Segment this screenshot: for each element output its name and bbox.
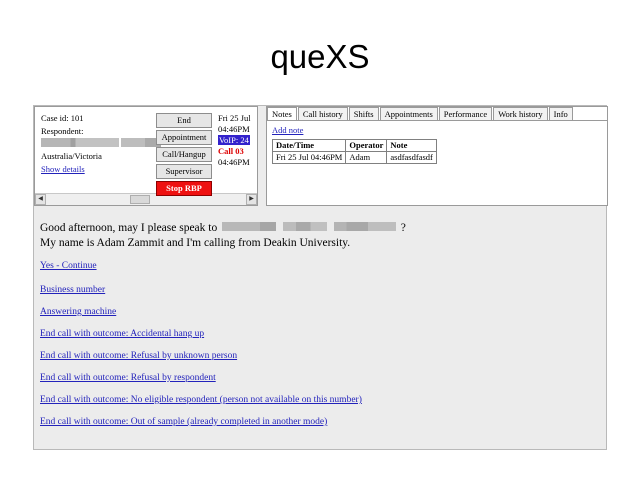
- end-button[interactable]: End: [156, 113, 212, 128]
- redacted-name-3: [334, 222, 396, 231]
- call-control-buttons: [156, 113, 212, 198]
- call-status-column: [218, 113, 262, 168]
- script-line-1-prefix: Good afternoon, may I please speak to: [40, 222, 218, 234]
- voip-status-badge: VoIP: 24: [219, 135, 249, 145]
- option-accidental-hangup[interactable]: End call with outcome: Accidental hang up: [40, 329, 205, 339]
- response-options: [40, 261, 580, 439]
- status-time: 04:46PM: [218, 124, 250, 134]
- table-header-row: [273, 140, 437, 152]
- script-line-1: [40, 221, 600, 236]
- respondent-timezone: Australia/Victoria: [41, 151, 102, 161]
- option-out-of-sample[interactable]: End call with outcome: Out of sample (already completed in another mode): [40, 417, 328, 427]
- scrollbar-thumb[interactable]: [130, 195, 150, 204]
- option-answering-machine[interactable]: Answering machine: [40, 307, 117, 317]
- option-yes-continue[interactable]: Yes - Continue: [40, 261, 97, 271]
- call-hangup-button[interactable]: Call/Hangup: [156, 147, 212, 162]
- status-time-secondary: 04:46PM: [218, 157, 250, 167]
- respondent-name-redacted: [41, 138, 119, 147]
- case-info-horizontal-scrollbar[interactable]: [35, 193, 257, 205]
- respondent-label: Respondent:: [41, 126, 84, 136]
- call-status-badge: Call 03: [218, 146, 244, 156]
- tab-appointments[interactable]: Appointments: [380, 107, 438, 120]
- notes-panel: [266, 106, 608, 206]
- script-line-1-suffix: ?: [400, 222, 406, 234]
- appointment-button[interactable]: Appointment: [156, 130, 212, 145]
- column-header-operator: Operator: [346, 140, 387, 152]
- stop-ring-button[interactable]: Stop RBP: [156, 181, 212, 196]
- triangle-left-icon[interactable]: ◀: [35, 194, 46, 205]
- tab-notes[interactable]: Notes: [267, 107, 297, 120]
- main-panel: [33, 105, 607, 450]
- tab-work-history[interactable]: Work history: [493, 107, 547, 120]
- show-details-link[interactable]: Show details: [41, 164, 85, 174]
- option-no-eligible-respondent[interactable]: End call with outcome: No eligible respondent (person not available on this number): [40, 395, 362, 405]
- case-id-label: Case id: 101: [41, 113, 84, 123]
- cell-note: asdfasdfasdf: [387, 152, 436, 164]
- tab-call-history[interactable]: Call history: [298, 107, 348, 120]
- supervisor-button[interactable]: Supervisor: [156, 164, 212, 179]
- option-business-number[interactable]: Business number: [40, 285, 106, 295]
- notes-tab-content: [267, 120, 607, 205]
- tab-shifts[interactable]: Shifts: [349, 107, 379, 120]
- option-refusal-unknown-person[interactable]: End call with outcome: Refusal by unknown person: [40, 351, 238, 361]
- cell-operator: Adam: [346, 152, 387, 164]
- redacted-name-1: [222, 222, 276, 231]
- add-note-link[interactable]: Add note: [272, 125, 304, 135]
- page-title: queXS: [270, 38, 370, 75]
- table-row: [273, 152, 437, 164]
- script-text: [40, 221, 600, 251]
- notes-table: [272, 139, 437, 164]
- status-date: Fri 25 Jul: [218, 113, 251, 123]
- option-refusal-by-respondent[interactable]: End call with outcome: Refusal by respondent: [40, 373, 216, 383]
- column-header-datetime: Date/Time: [273, 140, 346, 152]
- script-line-2: My name is Adam Zammit and I'm calling from Deakin University.: [40, 237, 351, 249]
- respondent-phone-redacted: [121, 138, 161, 147]
- tab-info[interactable]: Info: [549, 107, 573, 120]
- tab-performance[interactable]: Performance: [439, 107, 492, 120]
- column-header-note: Note: [387, 140, 436, 152]
- redacted-name-2: [283, 222, 327, 231]
- notes-tabbar: [267, 107, 607, 120]
- cell-datetime: Fri 25 Jul 04:46PM: [273, 152, 346, 164]
- triangle-right-icon[interactable]: ▶: [246, 194, 257, 205]
